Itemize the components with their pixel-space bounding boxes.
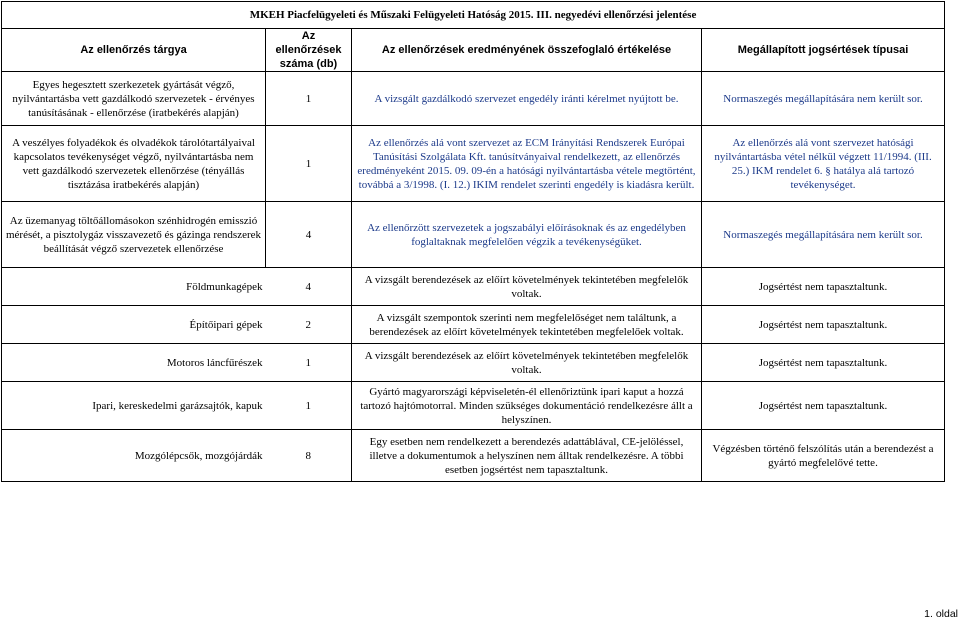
header-subject: Az ellenőrzés tárgya <box>2 29 266 72</box>
row-summary: Az ellenőrzés alá vont szervezet az ECM Irányítási Rendszerek Európai Tanúsítási Szolgálata Kft. tanúsítványaival rendelkezett, az ellenőrzés eredményeként 2015. 09. 09-én a hatósági nyilvántartásba vétele megtörtént, továbbá a 3/1998. (I. 12.) IKIM rendelet szerinti engedély is kiadásra került. <box>352 126 702 202</box>
header-summary: Az ellenőrzések eredményének összefoglaló értékelése <box>352 29 702 72</box>
report-title: MKEH Piacfelügyeleti és Műszaki Felügyeleti Hatóság 2015. III. negyedévi ellenőrzési jelentése <box>2 2 945 29</box>
row-subject: A veszélyes folyadékok és olvadékok tárolótartályaival kapcsolatos tevékenységet végző, nyilvántartásba nem vett gazdálkodó szervezetek ellenőrzése (tényállás tisztázása iratbekérés alapján) <box>2 126 266 202</box>
row-summary: A vizsgált berendezések az előírt követelmények tekintetében megfelelők voltak. <box>352 344 702 382</box>
inspection-report-table <box>1 1 945 482</box>
row-count: 1 <box>266 72 352 126</box>
row-violations: Jogsértést nem tapasztaltunk. <box>702 268 945 306</box>
row-count: 2 <box>266 306 352 344</box>
row-subject: Ipari, kereskedelmi garázsajtók, kapuk <box>2 382 266 430</box>
table-row <box>2 72 945 126</box>
row-subject: Mozgólépcsők, mozgójárdák <box>2 430 266 482</box>
table-row <box>2 126 945 202</box>
page-number: 1. oldal <box>924 608 958 620</box>
row-subject: Építőipari gépek <box>2 306 266 344</box>
header-count: Az ellenőrzések száma (db) <box>266 29 352 72</box>
row-violations: Jogsértést nem tapasztaltunk. <box>702 306 945 344</box>
table-row <box>2 202 945 268</box>
row-subject: Egyes hegesztett szerkezetek gyártását végző, nyilvántartásba vett gazdálkodó szervezetek - érvényes tanúsításának - ellenőrzése (iratbekérés alapján) <box>2 72 266 126</box>
row-summary: A vizsgált gazdálkodó szervezet engedély iránti kérelmet nyújtott be. <box>352 72 702 126</box>
header-violations: Megállapított jogsértések típusai <box>702 29 945 72</box>
table-row <box>2 268 945 306</box>
table-row <box>2 344 945 382</box>
row-subject: Földmunkagépek <box>2 268 266 306</box>
row-summary: A vizsgált szempontok szerinti nem megfelelőséget nem találtunk, a berendezések az előírt követelmények tekintetében megfelelőek voltak. <box>352 306 702 344</box>
row-violations: Végzésben történő felszólítás után a berendezést a gyártó megfelelővé tette. <box>702 430 945 482</box>
row-count: 4 <box>266 268 352 306</box>
row-subject: Az üzemanyag töltőállomásokon szénhidrogén emisszió mérését, a pisztolygáz visszavezető és gázinga rendszerek beállítását végző szervezetek ellenőrzése <box>2 202 266 268</box>
row-count: 1 <box>266 126 352 202</box>
row-violations: Normaszegés megállapítására nem került sor. <box>702 72 945 126</box>
row-summary: Egy esetben nem rendelkezett a berendezés adattáblával, CE-jelöléssel, illetve a dokumentumok a helyszínen nem álltak rendelkezésre. A többi esetben jogsértést nem tapasztaltunk. <box>352 430 702 482</box>
table-row <box>2 430 945 482</box>
row-violations: Jogsértést nem tapasztaltunk. <box>702 344 945 382</box>
row-summary: Az ellenőrzött szervezetek a jogszabályi előírásoknak és az engedélyben foglaltaknak megfelelően végzik a tevékenységüket. <box>352 202 702 268</box>
table-row <box>2 382 945 430</box>
row-subject: Motoros láncfűrészek <box>2 344 266 382</box>
row-violations: Az ellenőrzés alá vont szervezet hatósági nyilvántartásba vétel nélkül végzett 11/1994. (III. 25.) IKM rendelet 6. § hatálya alá tartozó tevékenységet. <box>702 126 945 202</box>
row-count: 8 <box>266 430 352 482</box>
row-violations: Normaszegés megállapítására nem került sor. <box>702 202 945 268</box>
row-count: 1 <box>266 344 352 382</box>
row-count: 1 <box>266 382 352 430</box>
row-summary: A vizsgált berendezések az előírt követelmények tekintetében megfelelők voltak. <box>352 268 702 306</box>
row-violations: Jogsértést nem tapasztaltunk. <box>702 382 945 430</box>
table-row <box>2 306 945 344</box>
row-count: 4 <box>266 202 352 268</box>
row-summary: Gyártó magyarországi képviseletén-él ellenőriztünk ipari kaput a hozzá tartozó hajtómotorral. Minden szükséges dokumentáció rendelkezésre állt a helyszínen. <box>352 382 702 430</box>
